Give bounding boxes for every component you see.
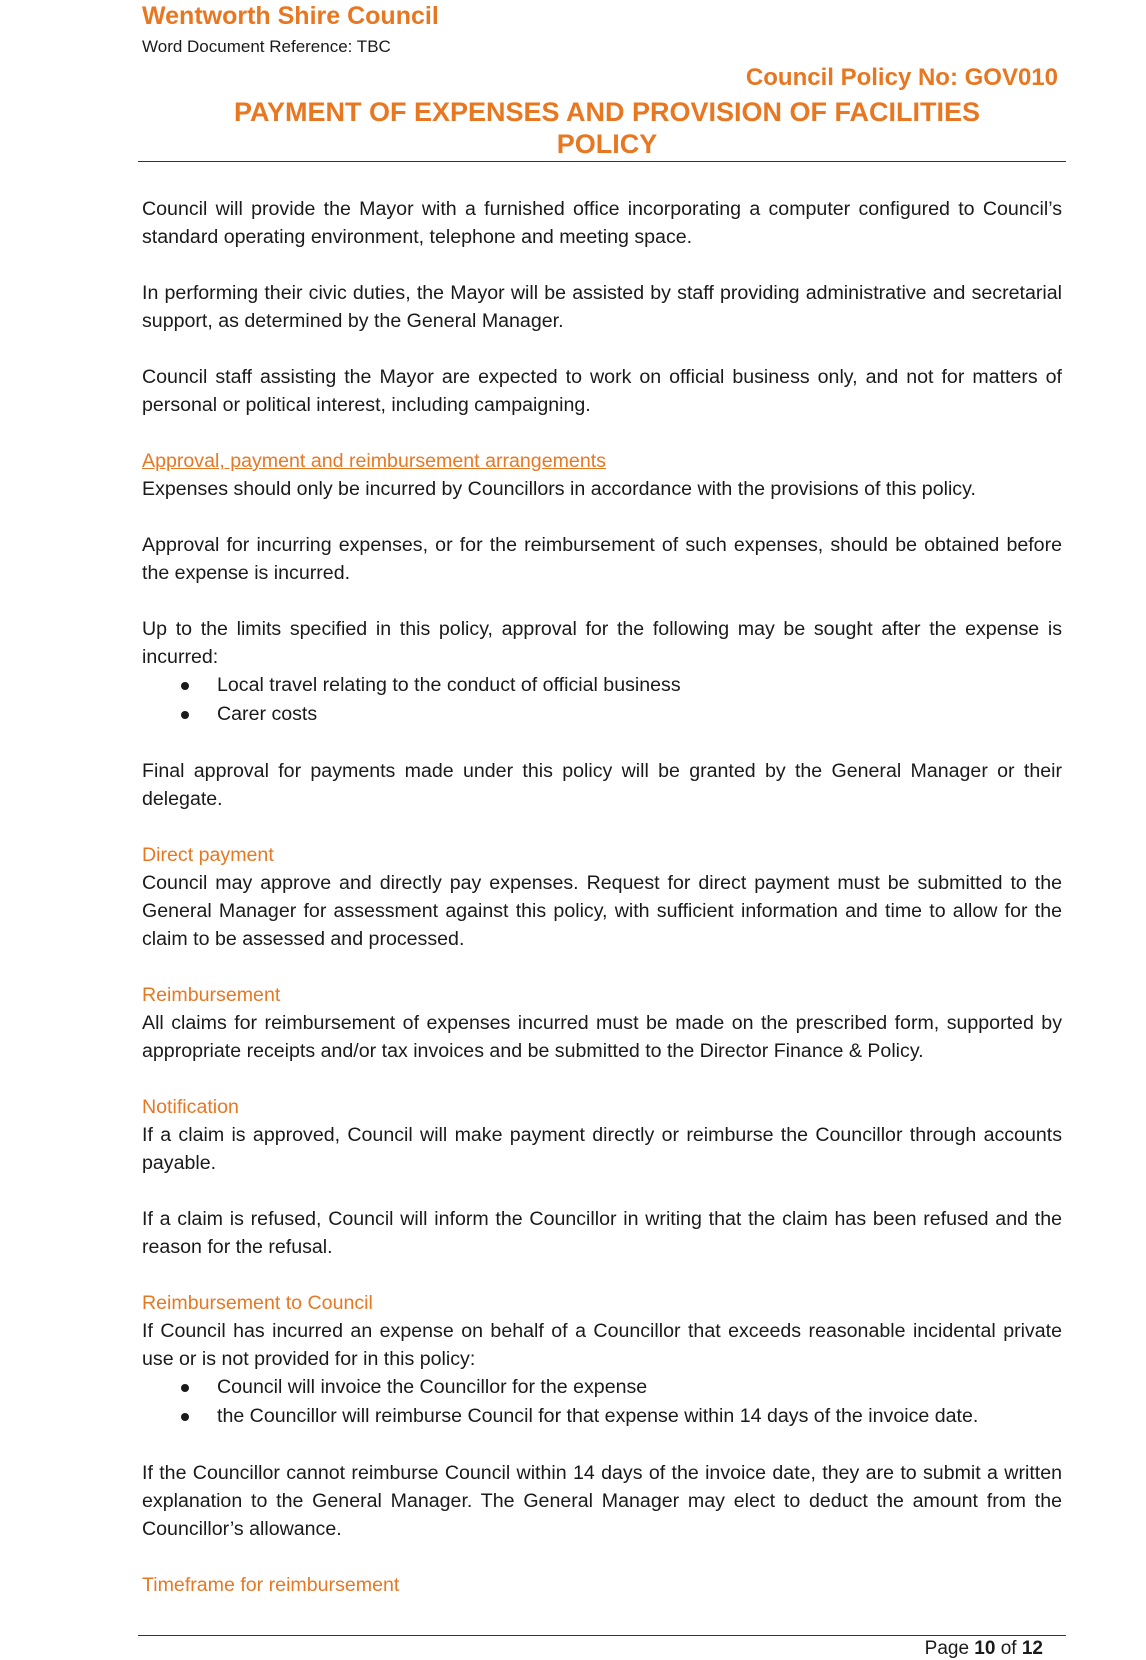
- subheading-reimbursement: Reimbursement: [142, 984, 281, 1006]
- subheading-direct-payment: Direct payment: [142, 844, 274, 866]
- subheading-timeframe: Timeframe for reimbursement: [142, 1574, 400, 1596]
- policy-title-line-2: POLICY: [556, 129, 658, 159]
- paragraph: All claims for reimbursement of expenses incurred must be made on the prescribed form, supported by appropriate receipts and/or tax invoices and be submitted to the Director Finance & Policy.: [142, 1012, 1062, 1062]
- paragraph: If Council has incurred an expense on behalf of a Councillor that exceeds reasonable incidental private use or is not provided for in this policy:: [142, 1320, 1062, 1370]
- footer-divider: [138, 1635, 1066, 1636]
- paragraph: In performing their civic duties, the Mayor will be assisted by staff providing administrative and secretarial support, as determined by the General Manager.: [142, 282, 1062, 332]
- total-pages: 12: [1021, 1638, 1043, 1659]
- paragraph: Council will provide the Mayor with a furnished office incorporating a computer configured to Council’s standard operating environment, telephone and meeting space.: [142, 198, 1062, 248]
- paragraph: Final approval for payments made under this policy will be granted by the General Manager or their delegate.: [142, 760, 1062, 810]
- document-reference: Word Document Reference: TBC: [142, 37, 391, 56]
- list-item: the Councillor will reimburse Council for that expense within 14 days of the invoice date.: [142, 1402, 1062, 1431]
- policy-number: Council Policy No: GOV010: [745, 64, 1058, 91]
- header-divider: [138, 161, 1066, 162]
- organisation-name: Wentworth Shire Council: [142, 2, 439, 30]
- list-item: Local travel relating to the conduct of official business: [142, 671, 1062, 700]
- paragraph: Up to the limits specified in this policy, approval for the following may be sought after the expense is incurred:: [142, 618, 1062, 668]
- list-item: Council will invoice the Councillor for the expense: [142, 1373, 1062, 1402]
- paragraph: If a claim is approved, Council will make payment directly or reimburse the Councillor through accounts payable.: [142, 1124, 1062, 1174]
- bullet-list: [142, 1373, 1062, 1431]
- paragraph: Council staff assisting the Mayor are expected to work on official business only, and not for matters of personal or political interest, including campaigning.: [142, 366, 1062, 416]
- policy-title-line-1: PAYMENT OF EXPENSES AND PROVISION OF FACILITIES: [233, 97, 981, 127]
- subheading-notification: Notification: [142, 1096, 239, 1118]
- page-number: [925, 1638, 1043, 1660]
- of-word: of: [1000, 1638, 1017, 1659]
- current-page: 10: [974, 1638, 996, 1659]
- list-item: Carer costs: [142, 700, 1062, 729]
- paragraph: If the Councillor cannot reimburse Council within 14 days of the invoice date, they are to submit a written explanation to the General Manager. The General Manager may elect to deduct the amount from the Councillor’s allowance.: [142, 1462, 1062, 1540]
- paragraph: If a claim is refused, Council will inform the Councillor in writing that the claim has been refused and the reason for the refusal.: [142, 1208, 1062, 1258]
- page-word: Page: [924, 1638, 970, 1659]
- section-heading-approval: Approval, payment and reimbursement arrangements: [142, 450, 606, 472]
- document-body: [142, 195, 1062, 1599]
- bullet-list: [142, 671, 1062, 729]
- paragraph: Council may approve and directly pay expenses. Request for direct payment must be submitted to the General Manager for assessment against this policy, with sufficient information and time to allow for the claim to be assessed and processed.: [142, 872, 1062, 950]
- policy-title: [138, 96, 1076, 160]
- paragraph: Approval for incurring expenses, or for the reimbursement of such expenses, should be obtained before the expense is incurred.: [142, 534, 1062, 584]
- paragraph: Expenses should only be incurred by Councillors in accordance with the provisions of this policy.: [142, 478, 976, 500]
- subheading-reimbursement-to-council: Reimbursement to Council: [142, 1292, 373, 1314]
